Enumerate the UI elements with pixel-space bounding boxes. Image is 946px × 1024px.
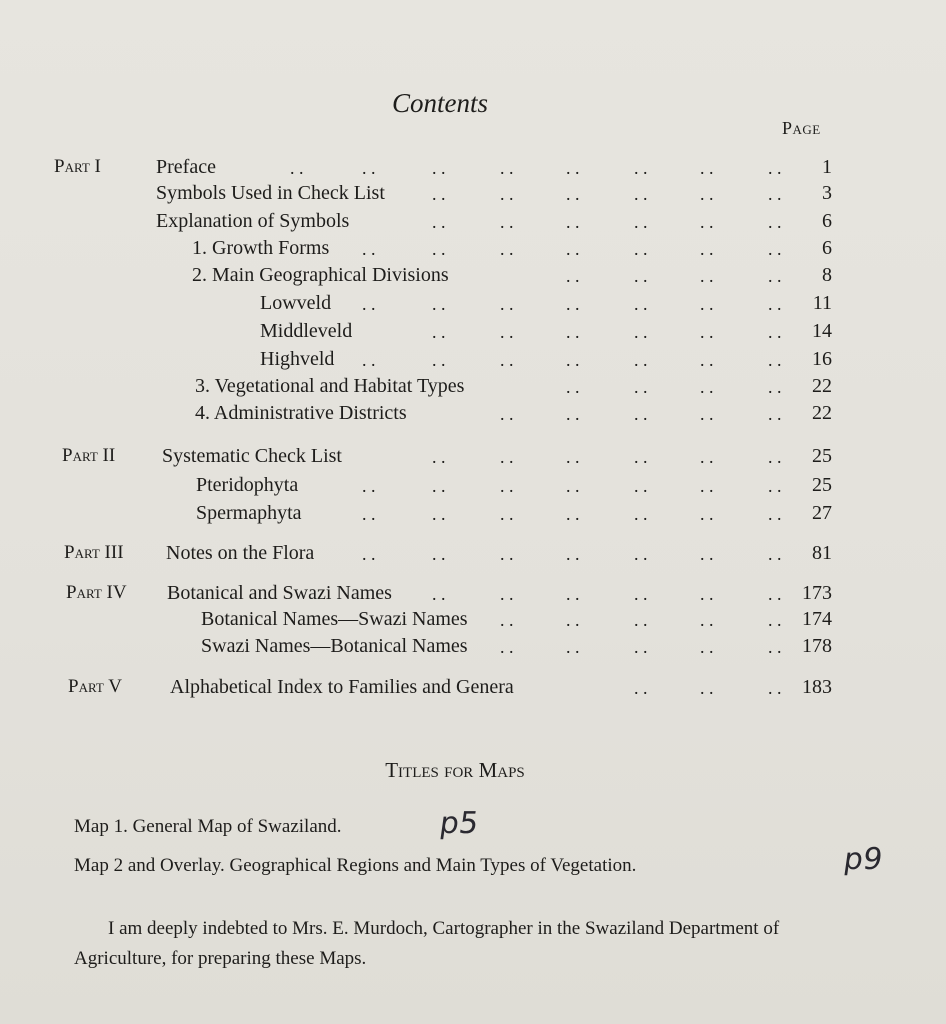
toc-page-number: 178 xyxy=(802,635,832,657)
leader-dots: . . xyxy=(700,266,714,286)
toc-entry xyxy=(0,502,946,528)
page-column-header: Page xyxy=(782,118,821,138)
leader-dots: . . xyxy=(634,294,648,314)
toc-page-number: 25 xyxy=(812,474,832,496)
toc-page-number: 11 xyxy=(812,292,832,314)
leader-dots: . . xyxy=(432,294,446,314)
toc-entry xyxy=(0,182,946,208)
leader-dots: . . xyxy=(634,447,648,467)
map-entry-text: Map 2 and Overlay. Geographical Regions and Main Types of Vegetation. xyxy=(74,855,637,876)
handwritten-note: p9 xyxy=(841,842,885,877)
leader-dots: . . xyxy=(768,294,782,314)
leader-dots: . . xyxy=(500,322,514,342)
leader-dots: . . xyxy=(566,476,580,496)
leader-dots: . . xyxy=(500,404,514,424)
leader-dots: . . xyxy=(566,239,580,259)
leader-dots: . . xyxy=(700,504,714,524)
toc-page-number: 8 xyxy=(822,264,832,286)
toc-entry xyxy=(0,348,946,374)
leader-dots: . . xyxy=(362,294,376,314)
leader-dots: . . xyxy=(500,184,514,204)
toc-page-number: 16 xyxy=(812,348,832,370)
leader-dots: . . xyxy=(566,504,580,524)
leader-dots: . . xyxy=(362,350,376,370)
leader-dots: . . xyxy=(566,377,580,397)
leader-dots: . . xyxy=(566,158,580,178)
leader-dots: . . xyxy=(634,404,648,424)
toc-part-label: Part III xyxy=(64,542,124,563)
leader-dots: . . xyxy=(566,212,580,232)
toc-entry-title: 3. Vegetational and Habitat Types xyxy=(195,375,465,397)
leader-dots: . . xyxy=(500,544,514,564)
leader-dots: . . xyxy=(566,322,580,342)
leader-dots: . . xyxy=(634,322,648,342)
leader-dots: . . xyxy=(566,294,580,314)
toc-part-label: Part II xyxy=(62,445,116,466)
toc-entry-title: Botanical Names—Swazi Names xyxy=(201,608,468,630)
toc-page-number: 14 xyxy=(812,320,832,342)
leader-dots: . . xyxy=(700,239,714,259)
leader-dots: . . xyxy=(634,212,648,232)
toc-entry-title: Explanation of Symbols xyxy=(156,210,350,232)
leader-dots: . . xyxy=(768,610,782,630)
toc-entry xyxy=(0,292,946,318)
leader-dots: . . xyxy=(634,350,648,370)
leader-dots: . . xyxy=(432,239,446,259)
leader-dots: . . xyxy=(500,476,514,496)
leader-dots: . . xyxy=(566,544,580,564)
toc-page-number: 3 xyxy=(822,182,832,204)
toc-page-number: 6 xyxy=(822,237,832,259)
toc-entry-title: Swazi Names—Botanical Names xyxy=(201,635,468,657)
leader-dots: . . xyxy=(432,476,446,496)
toc-entry-title: Spermaphyta xyxy=(196,502,302,524)
toc-page-number: 22 xyxy=(812,375,832,397)
leader-dots: . . xyxy=(432,184,446,204)
leader-dots: . . xyxy=(634,377,648,397)
leader-dots: . . xyxy=(634,184,648,204)
leader-dots: . . xyxy=(432,158,446,178)
leader-dots: . . xyxy=(634,544,648,564)
toc-entry-title: Preface xyxy=(156,156,216,178)
toc-page-number: 22 xyxy=(812,402,832,424)
leader-dots: . . xyxy=(768,377,782,397)
toc-page-number: 81 xyxy=(812,542,832,564)
toc-page-number: 27 xyxy=(812,502,832,524)
toc-entry xyxy=(0,156,946,182)
leader-dots: . . xyxy=(768,404,782,424)
leader-dots: . . xyxy=(566,350,580,370)
leader-dots: . . xyxy=(768,184,782,204)
leader-dots: . . xyxy=(768,637,782,657)
toc-entry-title: Lowveld xyxy=(260,292,332,314)
leader-dots: . . xyxy=(768,504,782,524)
leader-dots: . . xyxy=(432,504,446,524)
leader-dots: . . xyxy=(500,637,514,657)
map-entry-1 xyxy=(74,816,342,838)
leader-dots: . . xyxy=(500,350,514,370)
leader-dots: . . xyxy=(768,447,782,467)
toc-entry xyxy=(0,582,946,608)
leader-dots: . . xyxy=(768,212,782,232)
leader-dots: . . xyxy=(700,350,714,370)
leader-dots: . . xyxy=(768,584,782,604)
leader-dots: . . xyxy=(634,476,648,496)
leader-dots: . . xyxy=(500,158,514,178)
page-title: Contents xyxy=(391,88,488,118)
leader-dots: . . xyxy=(700,158,714,178)
map-entry-2 xyxy=(74,855,636,877)
toc-part-label: Part IV xyxy=(66,582,127,603)
toc-entry-title: Highveld xyxy=(260,348,335,370)
toc-entry xyxy=(0,474,946,500)
acknowledgement-paragraph: I am deeply indebted to Mrs. E. Murdoch, Cartographer in the Swaziland Department of Agriculture, for preparing these Maps. xyxy=(74,918,780,969)
leader-dots: . . xyxy=(700,377,714,397)
leader-dots: . . xyxy=(768,239,782,259)
leader-dots: . . xyxy=(432,212,446,232)
leader-dots: . . xyxy=(768,322,782,342)
leader-dots: . . xyxy=(500,239,514,259)
leader-dots: . . xyxy=(768,266,782,286)
toc-entry xyxy=(0,676,946,702)
leader-dots: . . xyxy=(634,266,648,286)
leader-dots: . . xyxy=(634,678,648,698)
leader-dots: . . xyxy=(566,610,580,630)
leader-dots: . . xyxy=(566,404,580,424)
toc-entry-title: Pteridophyta xyxy=(196,474,299,496)
leader-dots: . . xyxy=(700,184,714,204)
leader-dots: . . xyxy=(362,158,376,178)
leader-dots: . . xyxy=(634,504,648,524)
toc-entry-title: 4. Administrative Districts xyxy=(195,402,407,424)
toc-entry-title: Symbols Used in Check List xyxy=(156,182,385,204)
leader-dots: . . xyxy=(768,476,782,496)
leader-dots: . . xyxy=(500,584,514,604)
leader-dots: . . xyxy=(700,322,714,342)
leader-dots: . . xyxy=(500,447,514,467)
toc-entry xyxy=(0,237,946,263)
toc-page-number: 183 xyxy=(802,676,832,698)
leader-dots: . . xyxy=(634,637,648,657)
toc-entry xyxy=(0,375,946,401)
leader-dots: . . xyxy=(566,266,580,286)
leader-dots: . . xyxy=(700,476,714,496)
leader-dots: . . xyxy=(500,294,514,314)
leader-dots: . . xyxy=(700,610,714,630)
leader-dots: . . xyxy=(362,504,376,524)
toc-entry xyxy=(0,542,946,568)
leader-dots: . . xyxy=(700,404,714,424)
leader-dots: . . xyxy=(634,239,648,259)
toc-part-label: Part I xyxy=(54,156,101,177)
toc-page-number: 174 xyxy=(802,608,832,630)
toc-entry-title: 2. Main Geographical Divisions xyxy=(192,264,449,286)
leader-dots: . . xyxy=(768,158,782,178)
toc-entry-title: Botanical and Swazi Names xyxy=(167,582,392,604)
leader-dots: . . xyxy=(700,584,714,604)
toc-entry xyxy=(0,402,946,428)
leader-dots: . . xyxy=(432,544,446,564)
leader-dots: . . xyxy=(362,476,376,496)
toc-entry xyxy=(0,445,946,471)
leader-dots: . . xyxy=(634,584,648,604)
leader-dots: . . xyxy=(362,544,376,564)
toc-page-number: 173 xyxy=(802,582,832,604)
toc-entry-title: Systematic Check List xyxy=(162,445,342,467)
leader-dots: . . xyxy=(362,239,376,259)
map-entry-text: Map 1. General Map of Swaziland. xyxy=(74,816,342,837)
leader-dots: . . xyxy=(500,504,514,524)
toc-entry-title: Middleveld xyxy=(260,320,353,342)
leader-dots: . . xyxy=(768,678,782,698)
leader-dots: . . xyxy=(290,158,304,178)
leader-dots: . . xyxy=(432,447,446,467)
leader-dots: . . xyxy=(700,294,714,314)
leader-dots: . . xyxy=(566,447,580,467)
leader-dots: . . xyxy=(700,544,714,564)
toc-entry-title: Alphabetical Index to Families and Genera xyxy=(170,676,514,698)
toc-entry xyxy=(0,320,946,346)
toc-entry xyxy=(0,210,946,236)
leader-dots: . . xyxy=(566,184,580,204)
leader-dots: . . xyxy=(432,350,446,370)
leader-dots: . . xyxy=(700,212,714,232)
toc-entry xyxy=(0,608,946,634)
toc-page-number: 6 xyxy=(822,210,832,232)
toc-entry-title: Notes on the Flora xyxy=(166,542,315,564)
leader-dots: . . xyxy=(566,637,580,657)
toc-entry xyxy=(0,635,946,661)
toc-part-label: Part V xyxy=(68,676,122,697)
leader-dots: . . xyxy=(700,447,714,467)
toc-page-number: 25 xyxy=(812,445,832,467)
leader-dots: . . xyxy=(500,610,514,630)
toc-entry xyxy=(0,264,946,290)
leader-dots: . . xyxy=(768,544,782,564)
leader-dots: . . xyxy=(700,637,714,657)
leader-dots: . . xyxy=(432,584,446,604)
maps-section-title: Titles for Maps xyxy=(385,758,525,782)
leader-dots: . . xyxy=(634,610,648,630)
leader-dots: . . xyxy=(700,678,714,698)
leader-dots: . . xyxy=(768,350,782,370)
handwritten-note: p5 xyxy=(437,806,481,841)
leader-dots: . . xyxy=(566,584,580,604)
leader-dots: . . xyxy=(500,212,514,232)
toc-page-number: 1 xyxy=(822,156,832,178)
leader-dots: . . xyxy=(432,322,446,342)
toc-entry-title: 1. Growth Forms xyxy=(192,237,330,259)
leader-dots: . . xyxy=(634,158,648,178)
